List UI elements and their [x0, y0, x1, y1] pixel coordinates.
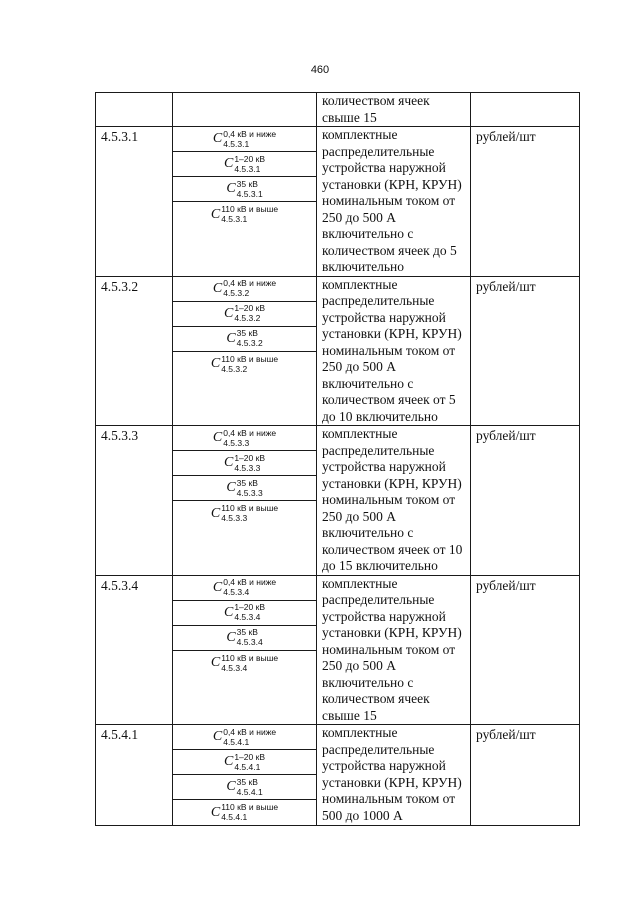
- description-cell: комплектные распределительные устройства наружной установки (КРН, КРУН) номинальным током от 250 до 500 А включительно с количеством ячеек от 5 до 10 включительно: [317, 276, 471, 426]
- symbol-base: C: [212, 280, 223, 296]
- code-cell-empty: [96, 93, 173, 127]
- symbol-stack: [173, 277, 316, 377]
- rate-symbol: [173, 302, 316, 327]
- symbol-index: 4.5.3.3: [236, 487, 263, 498]
- unit-cell: рублей/шт: [471, 127, 580, 277]
- rate-symbol: [173, 152, 316, 177]
- table-row-continuation: [96, 93, 580, 127]
- symbol-cell: [173, 426, 317, 576]
- rate-symbol: [173, 576, 316, 601]
- symbol-index: 4.5.3.1: [234, 163, 261, 174]
- symbol-cell: [173, 575, 317, 725]
- symbol-index: 4.5.3.4: [234, 612, 261, 622]
- table-row: [96, 127, 580, 277]
- symbol-stack: [173, 576, 316, 676]
- rate-symbol: [173, 725, 316, 750]
- description-cell: комплектные распределительные устройства наружной установки (КРН, КРУН) номинальным током от 500 до 1000 А: [317, 725, 471, 826]
- rate-symbol: [173, 277, 316, 302]
- symbol-cell: [173, 276, 317, 426]
- symbol-stack: [173, 725, 316, 825]
- rate-symbol: [173, 800, 316, 825]
- symbol-index: 4.5.3.2: [234, 313, 261, 323]
- rate-symbol: [173, 476, 316, 501]
- symbol-base: C: [223, 604, 234, 620]
- rate-symbol: [173, 177, 316, 202]
- symbol-cell-empty: [173, 93, 317, 127]
- symbol-base: C: [210, 505, 221, 521]
- symbol-base: C: [212, 579, 223, 595]
- table-row: [96, 426, 580, 576]
- symbol-base: C: [210, 356, 221, 371]
- symbol-voltage: 110 кВ и выше: [221, 503, 279, 513]
- unit-cell: рублей/шт: [471, 426, 580, 576]
- symbol-index: 4.5.3.4: [221, 662, 248, 673]
- table-row: [96, 575, 580, 725]
- symbol-base: C: [223, 455, 234, 470]
- code-cell: 4.5.3.2: [96, 276, 173, 426]
- symbol-voltage: 0,4 кВ и ниже: [223, 577, 277, 587]
- symbol-base: C: [210, 655, 221, 670]
- unit-cell: рублей/шт: [471, 575, 580, 725]
- rate-symbol: [173, 501, 316, 526]
- symbol-voltage: 35 кВ: [236, 627, 258, 637]
- symbol-base: C: [223, 156, 234, 171]
- symbol-base: C: [223, 305, 234, 321]
- symbol-index: 4.5.4.1: [223, 736, 250, 747]
- rate-symbol: [173, 601, 316, 626]
- symbol-voltage: 1–20 кВ: [234, 751, 265, 762]
- symbol-index: 4.5.3.1: [221, 214, 248, 224]
- symbol-base: C: [226, 181, 236, 196]
- symbol-base: C: [226, 779, 236, 794]
- tariff-table: [95, 92, 580, 826]
- symbol-index: 4.5.4.1: [234, 761, 261, 772]
- rate-symbol: [173, 451, 316, 476]
- code-cell: 4.5.3.1: [96, 127, 173, 277]
- symbol-index: 4.5.3.3: [234, 462, 261, 473]
- symbol-base: C: [212, 131, 223, 146]
- symbol-base: C: [226, 629, 236, 645]
- description-cell: комплектные распределительные устройства наружной установки (КРН, КРУН) номинальным током от 250 до 500 А включительно с количеством ячеек от 10 до 15 включительно: [317, 426, 471, 576]
- symbol-base: C: [212, 729, 223, 744]
- symbol-index: 4.5.3.1: [223, 138, 250, 149]
- symbol-voltage: 0,4 кВ и ниже: [223, 726, 277, 737]
- page-number: 460: [310, 64, 330, 76]
- symbol-voltage: 110 кВ и выше: [221, 204, 279, 214]
- code-cell: 4.5.3.4: [96, 575, 173, 725]
- symbol-stack: [173, 426, 316, 526]
- symbol-base: C: [226, 330, 236, 346]
- symbol-cell: [173, 127, 317, 277]
- symbol-index: 4.5.3.2: [223, 288, 250, 298]
- symbol-index: 4.5.3.3: [221, 513, 248, 523]
- symbol-stack: [173, 127, 316, 227]
- table-row: [96, 725, 580, 826]
- symbol-voltage: 1–20 кВ: [234, 303, 265, 313]
- unit-cell: рублей/шт: [471, 725, 580, 826]
- rate-symbol: [173, 327, 316, 352]
- symbol-index: 4.5.3.2: [221, 363, 248, 374]
- rate-symbol: [173, 626, 316, 651]
- symbol-voltage: 35 кВ: [236, 776, 258, 787]
- symbol-base: C: [210, 804, 221, 820]
- code-cell: 4.5.4.1: [96, 725, 173, 826]
- description-cell: количеством ячеек свыше 15: [317, 93, 471, 127]
- symbol-base: C: [212, 430, 223, 445]
- rate-symbol: [173, 352, 316, 377]
- symbol-voltage: 0,4 кВ и ниже: [223, 128, 277, 139]
- symbol-voltage: 110 кВ и выше: [221, 802, 279, 812]
- code-cell: 4.5.3.3: [96, 426, 173, 576]
- symbol-base: C: [210, 206, 221, 222]
- symbol-cell: [173, 725, 317, 826]
- rate-symbol: [173, 775, 316, 800]
- symbol-voltage: 0,4 кВ и ниже: [223, 278, 277, 288]
- rate-symbol: [173, 127, 316, 152]
- symbol-voltage: 0,4 кВ и ниже: [223, 427, 277, 438]
- unit-cell-empty: [471, 93, 580, 127]
- symbol-index: 4.5.3.3: [223, 437, 250, 448]
- symbol-voltage: 110 кВ и выше: [221, 353, 279, 364]
- symbol-voltage: 1–20 кВ: [234, 602, 265, 612]
- rate-symbol: [173, 750, 316, 775]
- symbol-base: C: [223, 754, 234, 769]
- symbol-voltage: 1–20 кВ: [234, 452, 265, 463]
- symbol-index: 4.5.3.4: [236, 637, 263, 647]
- symbol-voltage: 35 кВ: [236, 477, 258, 488]
- symbol-index: 4.5.4.1: [236, 786, 263, 797]
- symbol-index: 4.5.3.2: [236, 338, 263, 348]
- rate-symbol: [173, 651, 316, 676]
- symbol-index: 4.5.3.1: [236, 188, 263, 199]
- rate-symbol: [173, 426, 316, 451]
- symbol-voltage: 35 кВ: [236, 178, 258, 189]
- symbol-voltage: 35 кВ: [236, 328, 258, 338]
- symbol-index: 4.5.3.4: [223, 587, 250, 597]
- table-row: [96, 276, 580, 426]
- symbol-voltage: 1–20 кВ: [234, 153, 265, 164]
- symbol-index: 4.5.4.1: [221, 812, 248, 822]
- symbol-voltage: 110 кВ и выше: [221, 652, 279, 663]
- unit-cell: рублей/шт: [471, 276, 580, 426]
- description-cell: комплектные распределительные устройства наружной установки (КРН, КРУН) номинальным током от 250 до 500 А включительно с количеством ячеек свыше 15: [317, 575, 471, 725]
- rate-symbol: [173, 202, 316, 227]
- symbol-base: C: [226, 480, 236, 495]
- description-cell: комплектные распределительные устройства наружной установки (КРН, КРУН) номинальным током от 250 до 500 А включительно с количеством ячеек до 5 включительно: [317, 127, 471, 277]
